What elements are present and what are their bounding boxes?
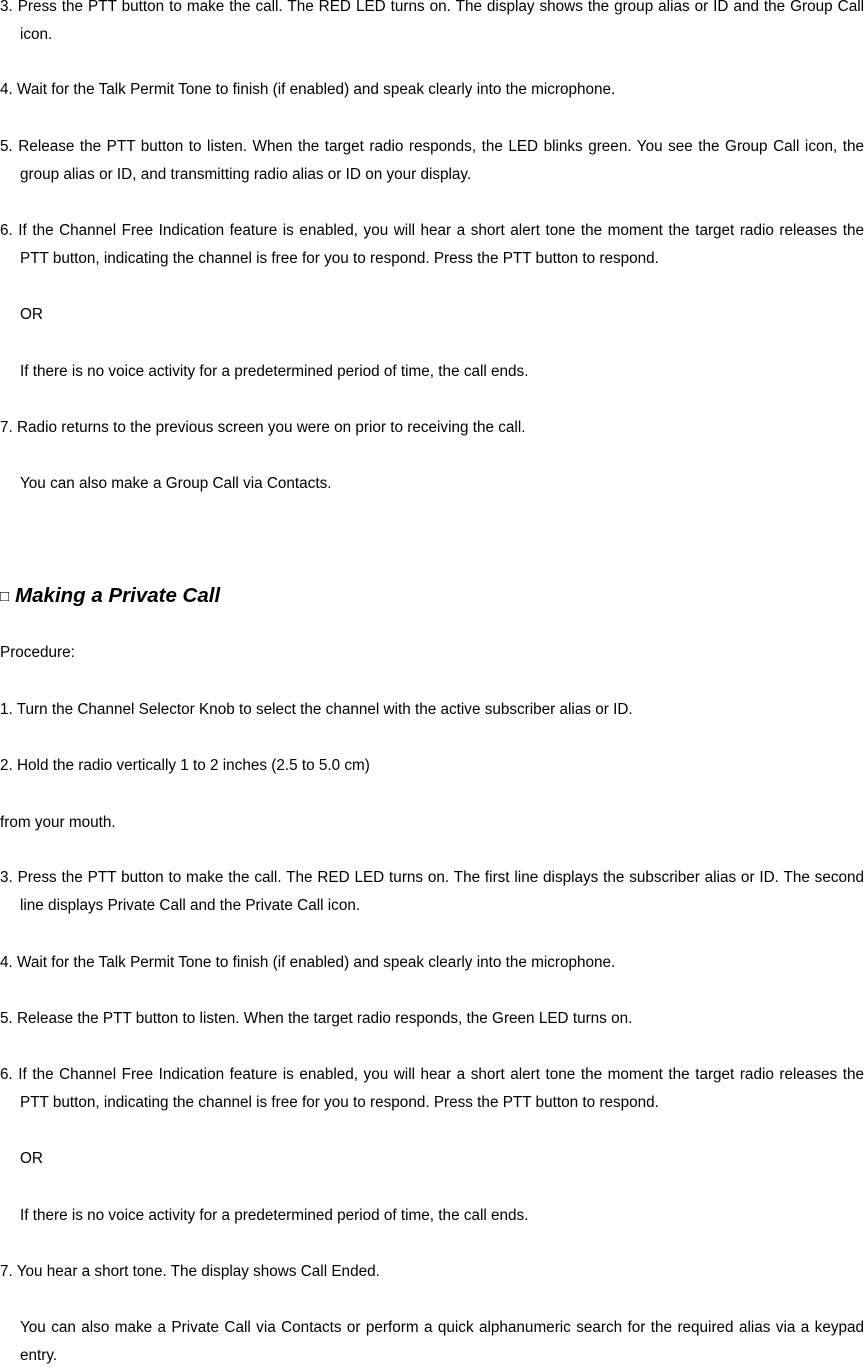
step-1-private-call: 1. Turn the Channel Selector Knob to select the channel with the active subscriber alias or ID. <box>0 701 633 718</box>
step-6-private-call: 6. If the Channel Free Indication feature is enabled, you will hear a short alert tone the moment the target radio releases the PTT button, indicating the channel is free for you to respond. Press the PTT button to respond. <box>0 1066 864 1111</box>
or-private-call: OR <box>20 1150 43 1167</box>
section-title: Making a Private Call <box>15 584 221 607</box>
step-2-continuation: from your mouth. <box>0 814 116 831</box>
checkbox-glyph-icon: □ <box>0 588 10 605</box>
or-group-call: OR <box>20 306 43 323</box>
group-call-contacts-note: You can also make a Group Call via Contacts. <box>20 475 332 492</box>
step-5-group-call: 5. Release the PTT button to listen. When the target radio responds, the LED blinks green. You see the Group Call icon, the group alias or ID, and transmitting radio alias or ID on your display. <box>0 138 864 183</box>
step-3-private-call: 3. Press the PTT button to make the call. The RED LED turns on. The first line displays the subscriber alias or ID. The second line displays Private Call and the Private Call icon. <box>0 869 864 914</box>
no-voice-activity-private-call: If there is no voice activity for a predetermined period of time, the call ends. <box>20 1207 529 1224</box>
procedure-label: Procedure: <box>0 644 75 661</box>
step-7-private-call: 7. You hear a short tone. The display shows Call Ended. <box>0 1263 380 1280</box>
step-5-private-call: 5. Release the PTT button to listen. When the target radio responds, the Green LED turns on. <box>0 1010 633 1027</box>
step-3-group-call: 3. Press the PTT button to make the call. The RED LED turns on. The display shows the group alias or ID and the Group Call icon. <box>0 0 864 43</box>
step-4-group-call: 4. Wait for the Talk Permit Tone to finish (if enabled) and speak clearly into the microphone. <box>0 81 616 98</box>
section-heading-private-call <box>0 580 220 613</box>
step-2-private-call: 2. Hold the radio vertically 1 to 2 inches (2.5 to 5.0 cm) <box>0 757 370 774</box>
step-7-group-call: 7. Radio returns to the previous screen you were on prior to receiving the call. <box>0 419 526 436</box>
no-voice-activity-group-call: If there is no voice activity for a predetermined period of time, the call ends. <box>20 363 529 380</box>
step-4-private-call: 4. Wait for the Talk Permit Tone to finish (if enabled) and speak clearly into the microphone. <box>0 954 616 971</box>
step-6-group-call: 6. If the Channel Free Indication feature is enabled, you will hear a short alert tone the moment the target radio releases the PTT button, indicating the channel is free for you to respond. Press the PTT button to respond. <box>0 222 864 267</box>
private-call-contacts-note: You can also make a Private Call via Contacts or perform a quick alphanumeric search for the required alias via a keypad entry. <box>20 1319 864 1364</box>
